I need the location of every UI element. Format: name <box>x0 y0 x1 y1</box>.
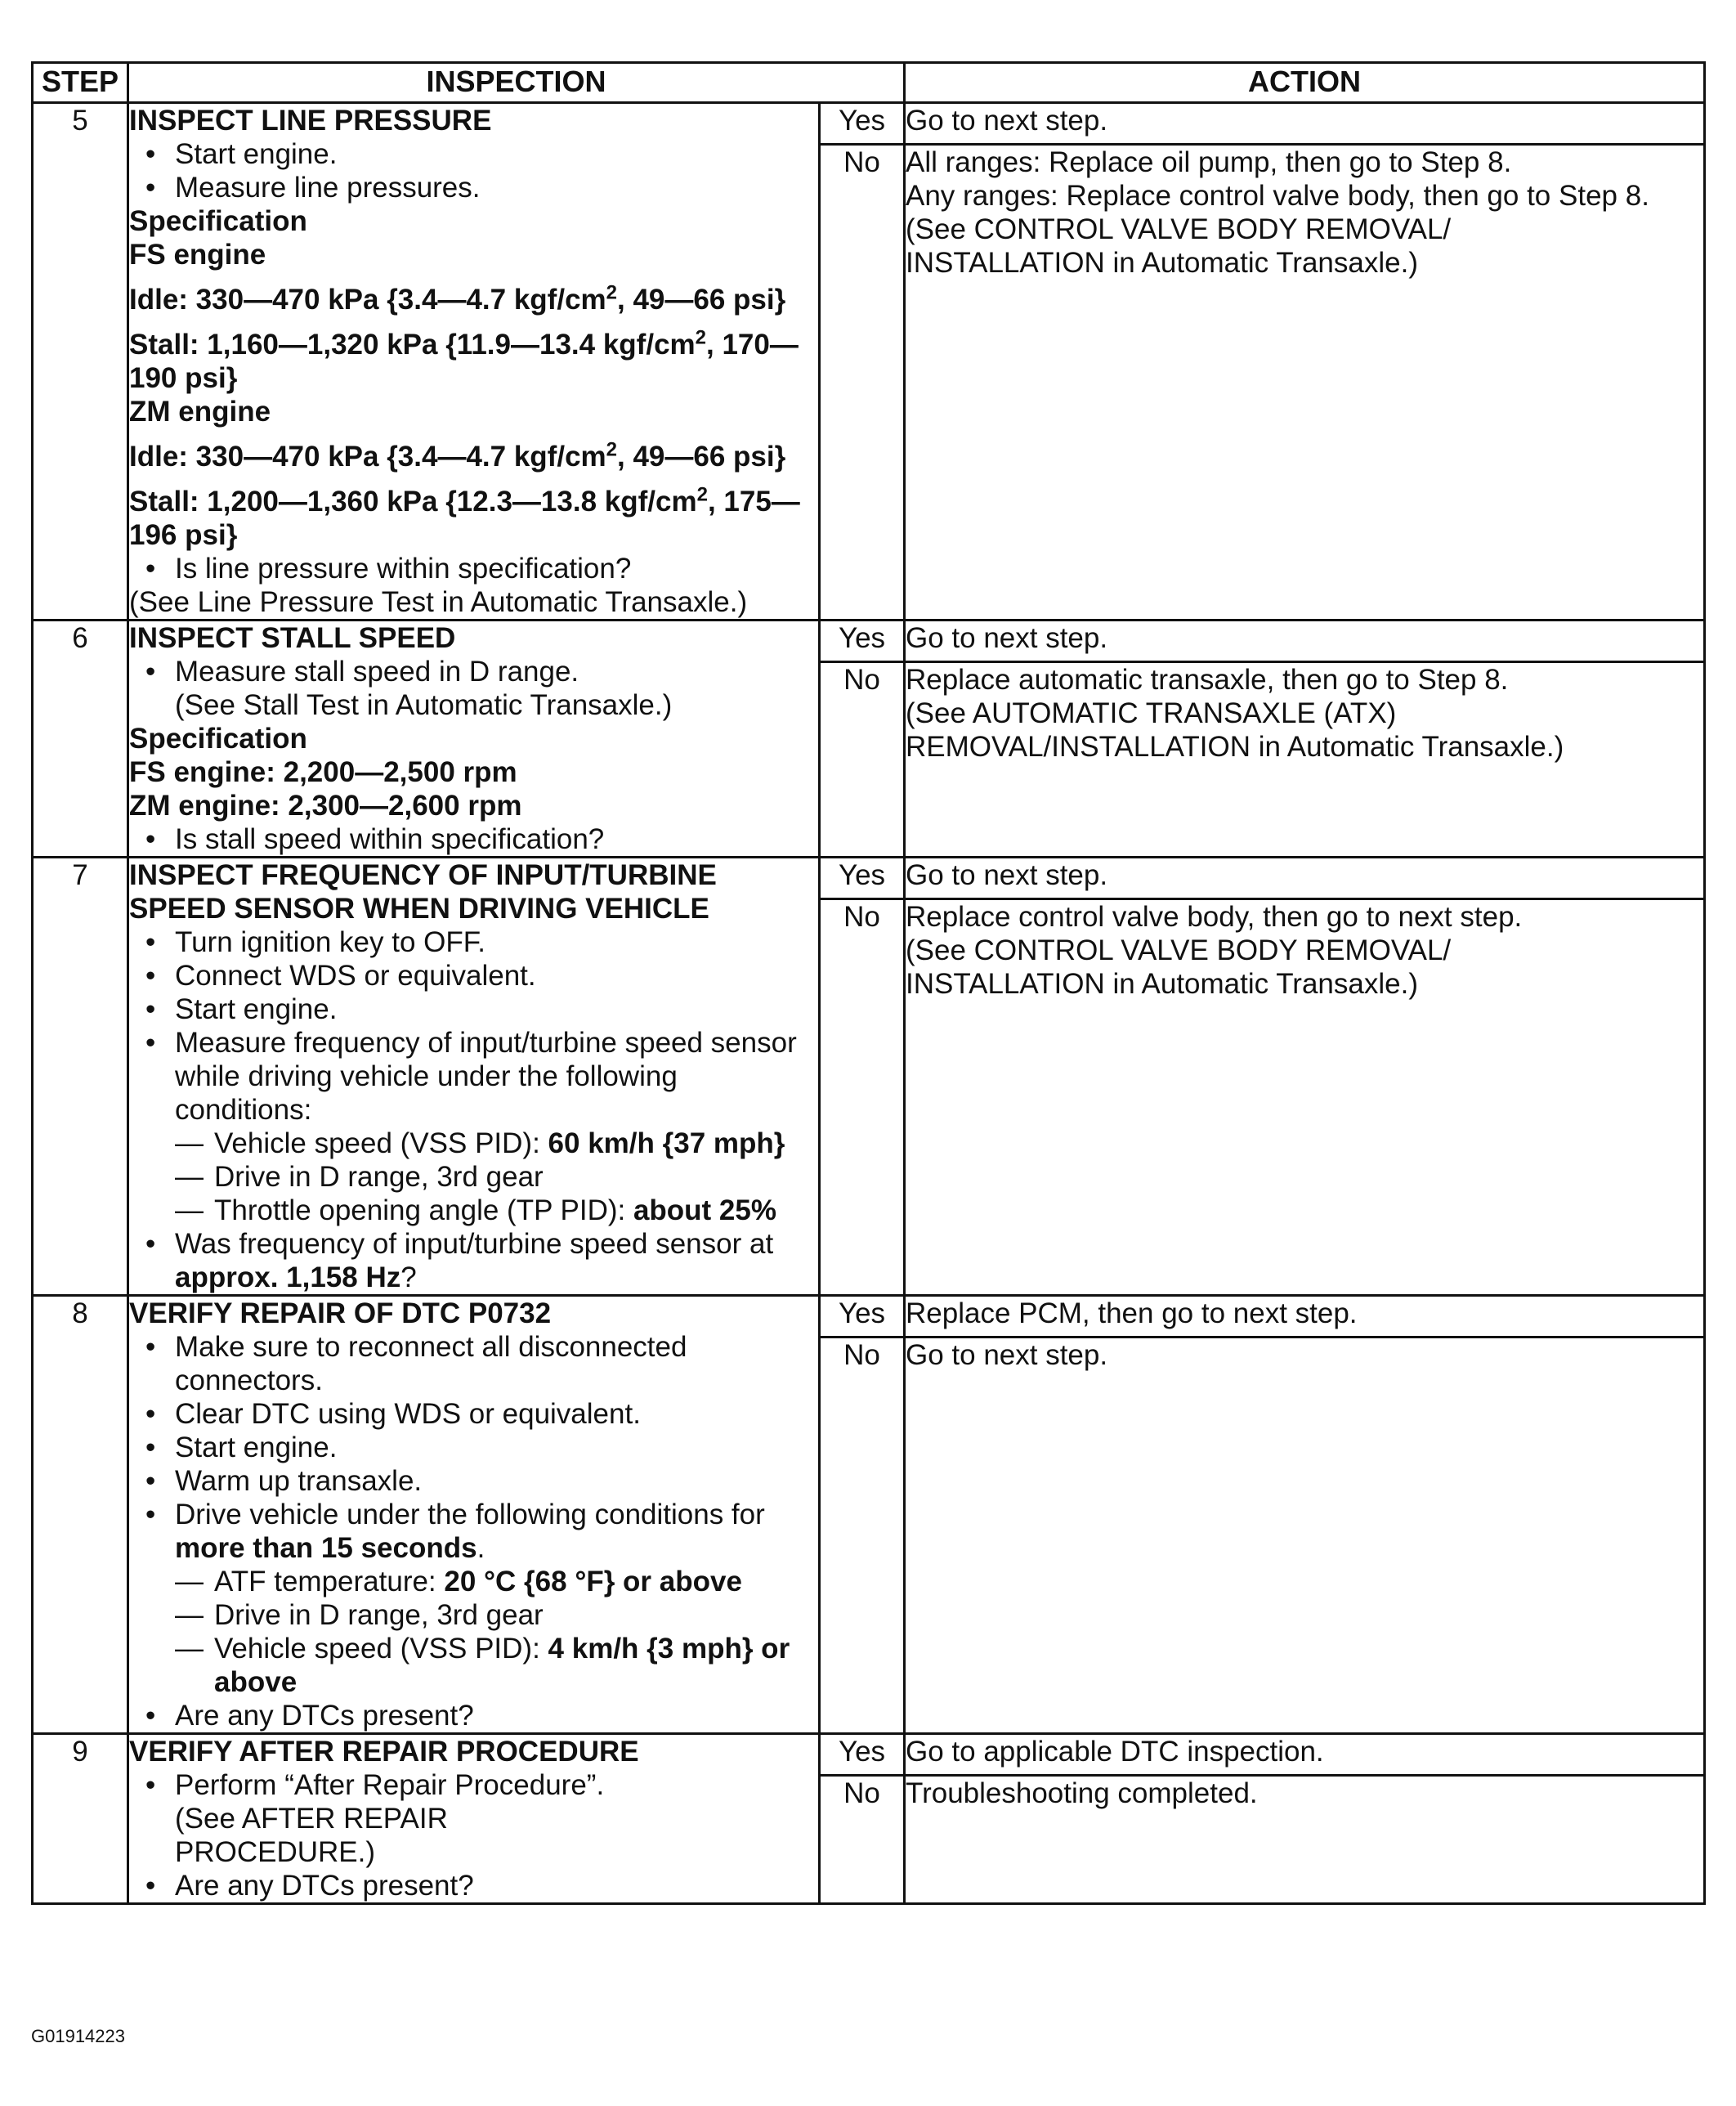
bullet-item: • Warm up transaxle. <box>129 1464 818 1498</box>
step-6-yes-row <box>33 621 1705 662</box>
bullet-item: • Are any DTCs present? <box>129 1699 818 1732</box>
figure-id-caption: G01914223 <box>31 2026 125 2046</box>
yes-label: Yes <box>820 103 905 145</box>
yes-action: Go to next step. <box>905 103 1705 145</box>
bullet-item: • Is stall speed within specification? <box>129 822 818 856</box>
step-7-yes-row <box>33 858 1705 899</box>
step-8-inspection <box>128 1296 820 1734</box>
step-number: 5 <box>33 103 128 621</box>
no-action: Replace automatic transaxle, then go to Step 8. (See AUTOMATIC TRANSAXLE (ATX) REMOVAL/INSTALLATION in Automatic Transaxle.) <box>905 662 1705 858</box>
step-number: 7 <box>33 858 128 1296</box>
condition-item: — Vehicle speed (VSS PID): 4 km/h {3 mph} or above <box>175 1632 818 1699</box>
bullet-item: • Turn ignition key to OFF. <box>129 925 818 959</box>
step-5-yes-row <box>33 103 1705 145</box>
step-9-yes-row <box>33 1734 1705 1776</box>
no-label: No <box>820 1338 905 1734</box>
step-8-yes-row <box>33 1296 1705 1338</box>
step-title: INSPECT STALL SPEED <box>129 622 456 654</box>
header-step: STEP <box>33 63 128 103</box>
yes-label: Yes <box>820 1734 905 1776</box>
bullet-item: • Start engine. <box>129 137 818 171</box>
step-7-inspection <box>128 858 820 1296</box>
spec-label: Specification <box>129 723 307 755</box>
no-action: All ranges: Replace oil pump, then go to Step 8. Any ranges: Replace control valve body, then go to Step 8. (See CONTROL VALVE BODY REMOVAL/ INSTALLATION in Automatic Transaxle.) <box>905 145 1705 621</box>
diagnostic-procedure-table <box>31 61 1706 1905</box>
yes-label: Yes <box>820 621 905 662</box>
table-header-row <box>33 63 1705 103</box>
spec-value: Stall: 1,200—1,360 kPa {12.3—13.8 kgf/$cm^2$, 175—196 psi} <box>129 483 800 551</box>
step-number: 9 <box>33 1734 128 1904</box>
bullet-item: • Perform “After Repair Procedure”. (See AFTER REPAIR PROCEDURE.) <box>129 1768 818 1869</box>
condition-item: — ATF temperature: 20 °C {68 °F} or above <box>175 1565 818 1598</box>
step-6-inspection <box>128 621 820 858</box>
step-title: VERIFY AFTER REPAIR PROCEDURE <box>129 1736 639 1768</box>
spec-value: ZM engine: 2,300—2,600 rpm <box>129 790 522 822</box>
no-action: Replace control valve body, then go to next step. (See CONTROL VALVE BODY REMOVAL/ INSTALLATION in Automatic Transaxle.) <box>905 899 1705 1296</box>
yes-action: Go to next step. <box>905 858 1705 899</box>
bullet-item: • Start engine. <box>129 1431 818 1464</box>
bullet-item: • Was frequency of input/turbine speed sensor at approx. 1,158 Hz? <box>129 1227 818 1294</box>
bullet-item: • Is line pressure within specification? <box>129 552 818 585</box>
header-inspection: INSPECTION <box>128 63 905 103</box>
spec-value: FS engine: 2,200—2,500 rpm <box>129 756 517 788</box>
condition-item: — Drive in D range, 3rd gear <box>175 1160 818 1194</box>
step-5-inspection <box>128 103 820 621</box>
yes-label: Yes <box>820 1296 905 1338</box>
no-label: No <box>820 662 905 858</box>
step-number: 8 <box>33 1296 128 1734</box>
spec-value: Stall: 1,160—1,320 kPa {11.9—13.4 kgf/$cm^2$, 170—190 psi} <box>129 326 799 394</box>
yes-action: Go to next step. <box>905 621 1705 662</box>
condition-item: — Throttle opening angle (TP PID): about 25% <box>175 1194 818 1227</box>
bullet-item: • Connect WDS or equivalent. <box>129 959 818 993</box>
step-9-inspection <box>128 1734 820 1904</box>
reference-text: (See Line Pressure Test in Automatic Transaxle.) <box>129 586 748 618</box>
yes-label: Yes <box>820 858 905 899</box>
spec-value: Idle: 330—470 kPa {3.4—4.7 kgf/$cm^2$, 49—66 psi} <box>129 438 786 473</box>
spec-label: Specification <box>129 205 307 237</box>
engine-label: ZM engine <box>129 396 271 428</box>
bullet-item: • Measure stall speed in D range. (See Stall Test in Automatic Transaxle.) <box>129 655 818 722</box>
engine-label: FS engine <box>129 239 266 271</box>
bullet-item: • Make sure to reconnect all disconnected connectors. <box>129 1330 818 1397</box>
step-5-bullets <box>129 137 818 204</box>
yes-action: Go to applicable DTC inspection. <box>905 1734 1705 1776</box>
no-action: Go to next step. <box>905 1338 1705 1734</box>
bullet-item: • Start engine. <box>129 993 818 1026</box>
condition-item: — Drive in D range, 3rd gear <box>175 1598 818 1632</box>
no-label: No <box>820 899 905 1296</box>
no-action: Troubleshooting completed. <box>905 1776 1705 1904</box>
header-action: ACTION <box>905 63 1705 103</box>
step-number: 6 <box>33 621 128 858</box>
bullet-item: • Measure line pressures. <box>129 171 818 204</box>
bullet-item: • Measure frequency of input/turbine speed sensor while driving vehicle under the following conditions: — Vehicle speed (VSS PID): 60 km/h {37 mph} — Drive in D range, 3rd gear — Throttle opening angle (TP PID): about 25% <box>129 1026 818 1227</box>
yes-action: Replace PCM, then go to next step. <box>905 1296 1705 1338</box>
no-label: No <box>820 145 905 621</box>
bullet-item: • Are any DTCs present? <box>129 1869 818 1902</box>
step-title: INSPECT FREQUENCY OF INPUT/TURBINE SPEED SENSOR WHEN DRIVING VEHICLE <box>129 859 717 925</box>
step-title: VERIFY REPAIR OF DTC P0732 <box>129 1297 552 1329</box>
diagnostic-document <box>31 61 1703 1905</box>
bullet-item: • Clear DTC using WDS or equivalent. <box>129 1397 818 1431</box>
bullet-item: • Drive vehicle under the following conditions for more than 15 seconds. — ATF temperature: 20 °C {68 °F} or above — Drive in D range, 3rd gear — Vehicle speed (VSS PID): 4 km/h {3 mph} or above <box>129 1498 818 1699</box>
no-label: No <box>820 1776 905 1904</box>
condition-item: — Vehicle speed (VSS PID): 60 km/h {37 mph} <box>175 1127 818 1160</box>
spec-value: Idle: 330—470 kPa {3.4—4.7 kgf/$cm^2$, 49—66 psi} <box>129 281 786 316</box>
step-title: INSPECT LINE PRESSURE <box>129 105 492 137</box>
